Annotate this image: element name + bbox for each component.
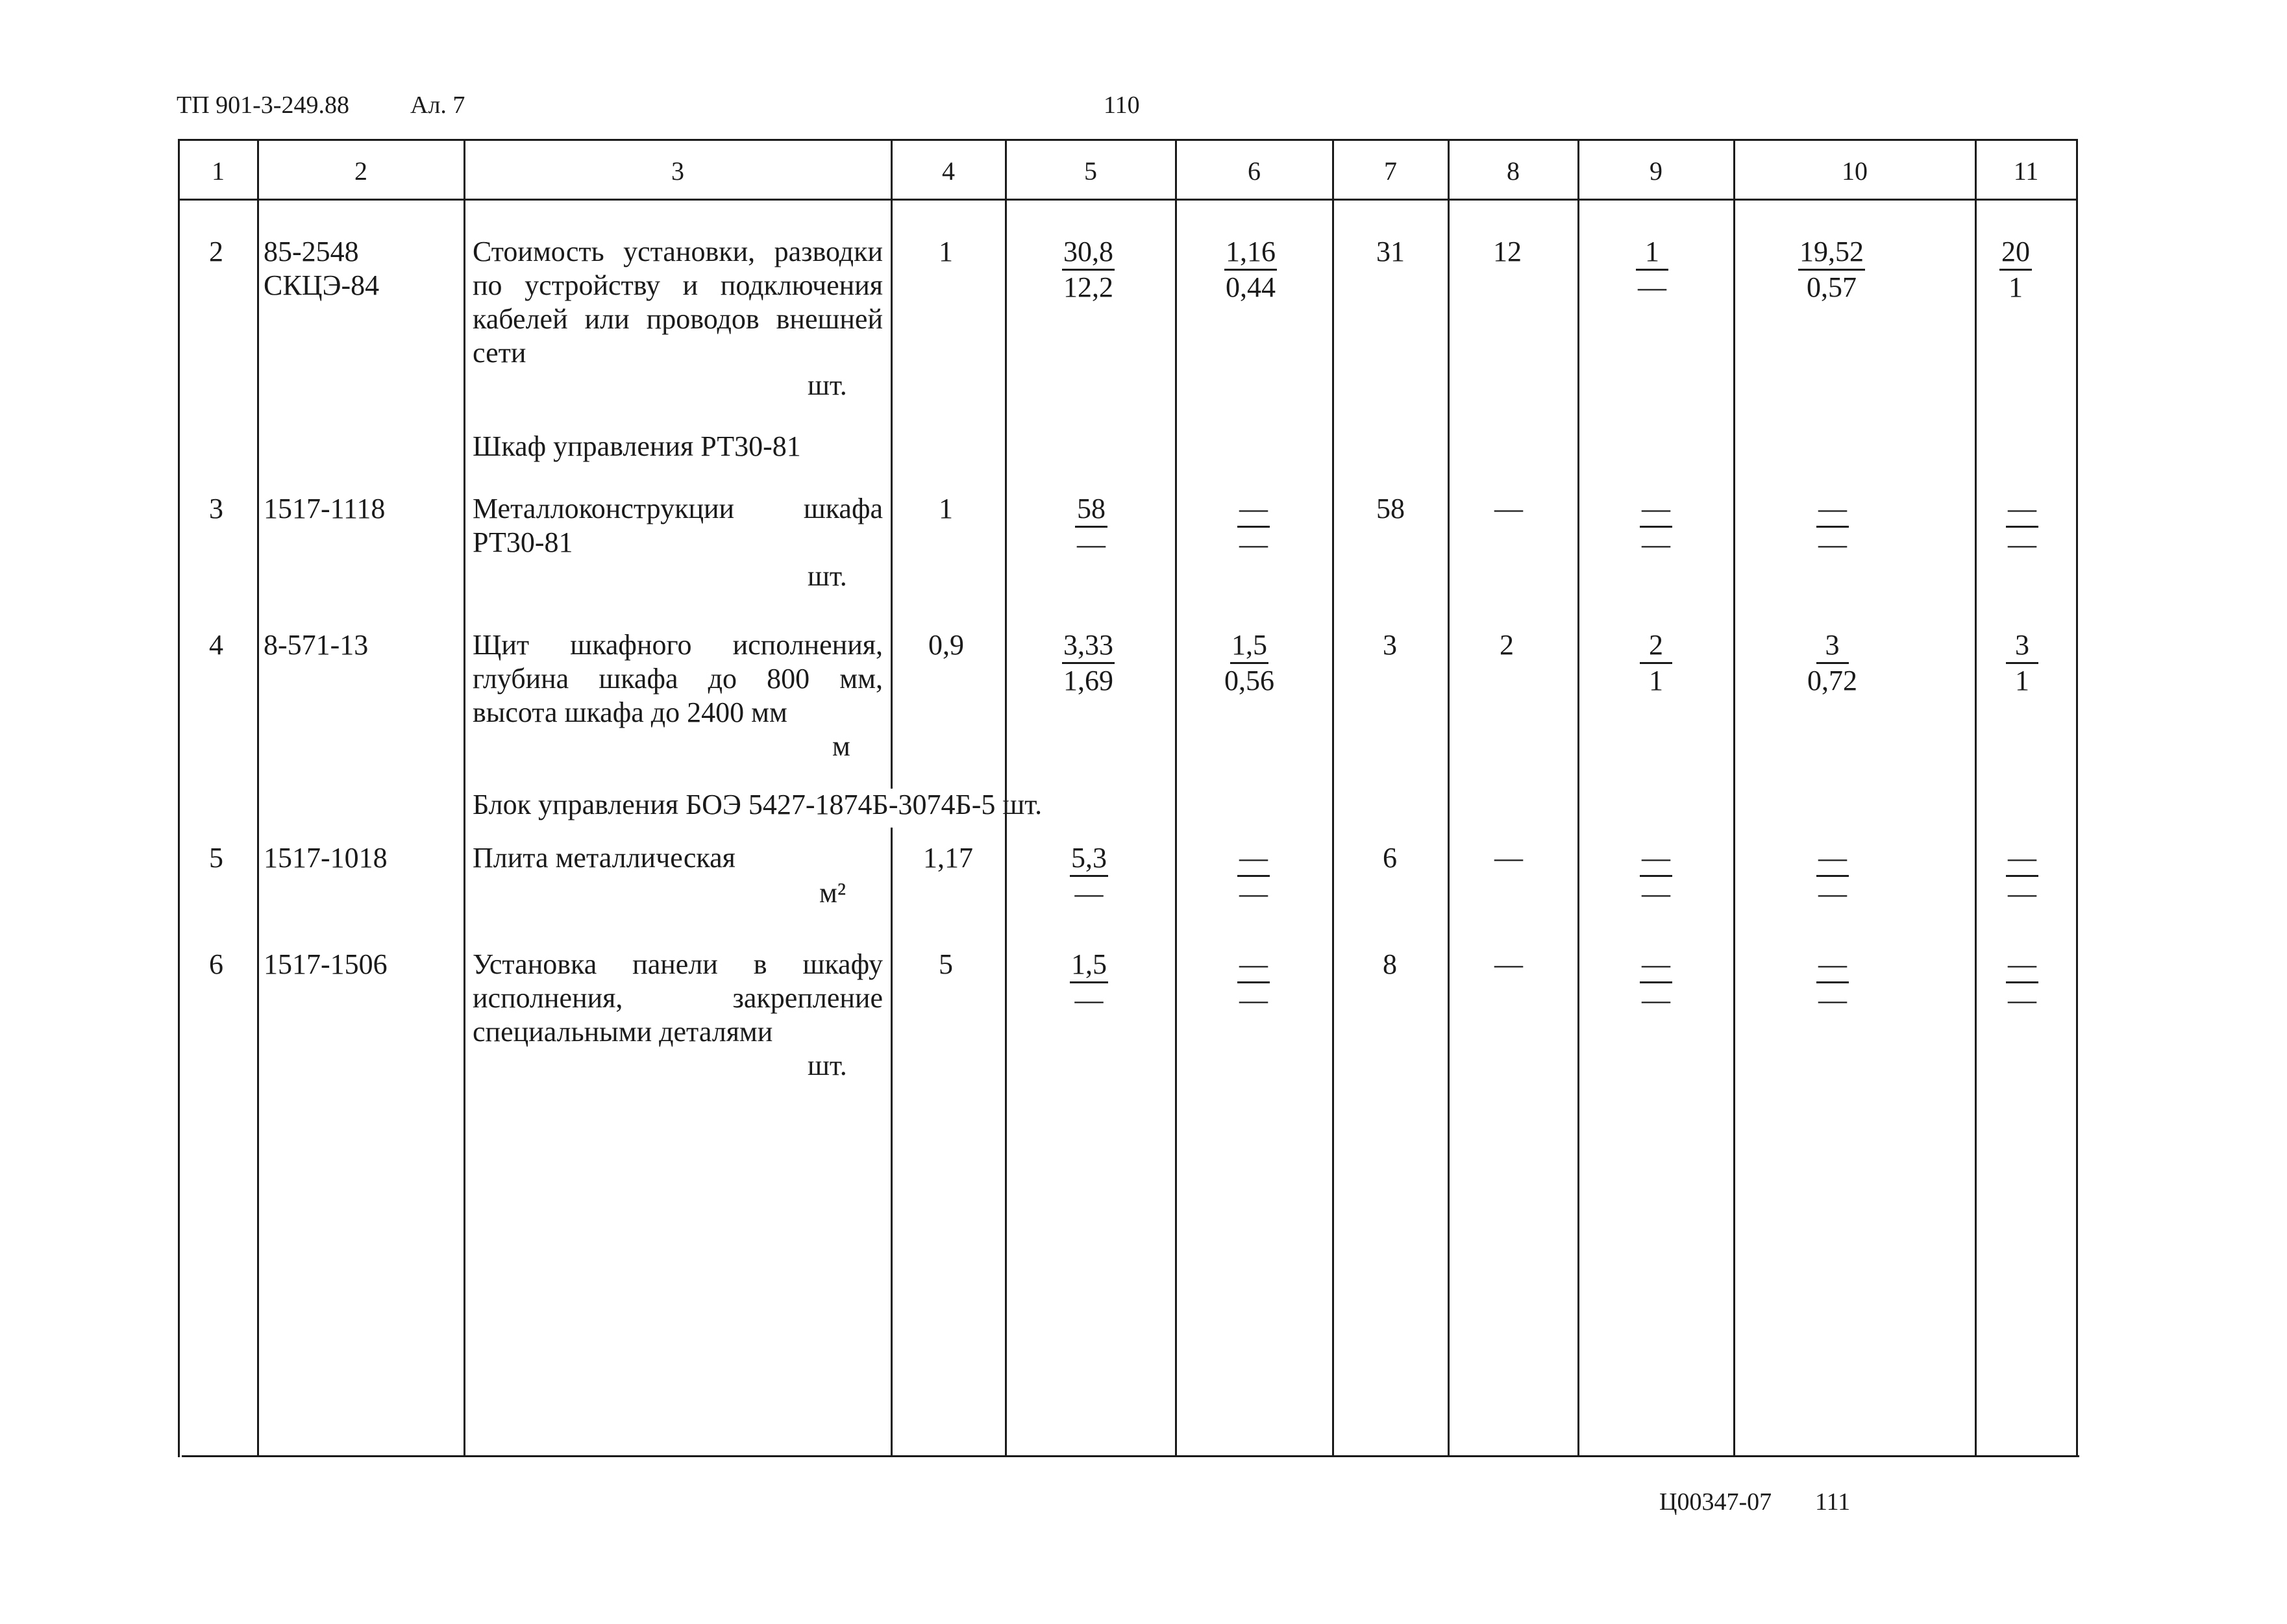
fraction-col5: [1062, 236, 1115, 303]
fraction-col9: [1636, 236, 1668, 303]
column-header-2: 2: [354, 156, 367, 186]
price-code-secondary: СКЦЭ-84: [264, 269, 380, 301]
section-heading: Шкаф управления РТ30-81: [473, 430, 801, 462]
fraction-col9: [1640, 949, 1672, 1016]
column-header-9: 9: [1650, 156, 1663, 186]
fraction-numerator: 20: [1999, 236, 2032, 271]
fraction-numerator: —: [1816, 843, 1849, 877]
fraction-col9: [1640, 493, 1672, 560]
fraction-numerator: 3,33: [1062, 630, 1115, 664]
fraction-col10: [1816, 843, 1849, 909]
fraction-denominator: —: [2008, 878, 2036, 909]
fraction-col11: [2006, 949, 2038, 1016]
page-number: 110: [1104, 92, 1140, 119]
fraction-denominator: 1,69: [1063, 665, 1113, 696]
fraction-denominator: 1: [1649, 665, 1663, 696]
section-heading: Блок управления БОЭ 5427-1874Б-3074Б-5 шт.: [473, 789, 1043, 820]
fraction-denominator: 1: [2009, 271, 2023, 303]
footer-code: Ц00347-07: [1659, 1488, 1772, 1516]
price-code: 85-2548: [264, 236, 359, 267]
col8-value: 2: [1500, 629, 1514, 661]
fraction-col6: [1237, 843, 1270, 909]
fraction-denominator: —: [1077, 528, 1106, 560]
work-description: Установка панели в шкафу исполнения, закрепление специальными деталями: [473, 948, 883, 1048]
col7-value: 58: [1376, 493, 1405, 524]
fraction-numerator: —: [1237, 493, 1270, 528]
row-number: 3: [209, 493, 223, 524]
row-number: 6: [209, 948, 223, 980]
col7-value: 31: [1376, 236, 1405, 267]
fraction-denominator: 12,2: [1063, 271, 1113, 303]
fraction-denominator: —: [1239, 528, 1268, 560]
fraction-col6: [1224, 236, 1277, 303]
fraction-numerator: —: [1237, 949, 1270, 983]
col8-value: —: [1494, 948, 1523, 980]
fraction-denominator: —: [1642, 528, 1670, 560]
fraction-numerator: 3: [2006, 630, 2038, 664]
column-header-4: 4: [942, 156, 955, 186]
fraction-denominator: 0,44: [1226, 271, 1276, 303]
fraction-denominator: —: [1642, 878, 1670, 909]
unit-of-measure: шт.: [808, 1050, 847, 1081]
fraction-numerator: 1,5: [1070, 949, 1108, 983]
fraction-col9: [1640, 843, 1672, 909]
fraction-numerator: —: [1640, 493, 1672, 528]
unit-of-measure: шт.: [808, 560, 847, 592]
fraction-denominator: 0,57: [1807, 271, 1857, 303]
fraction-denominator: —: [1239, 984, 1268, 1016]
column-header-6: 6: [1248, 156, 1261, 186]
fraction-col6: [1224, 630, 1274, 696]
fraction-denominator: 0,72: [1807, 665, 1857, 696]
row-number: 4: [209, 629, 223, 661]
quantity: 5: [939, 948, 953, 980]
work-description: Стоимость установки, разводки по устройству и подключения кабелей или проводов внешней сети: [473, 236, 883, 369]
unit-of-measure: шт.: [808, 369, 847, 401]
col7-value: 3: [1383, 629, 1397, 661]
fraction-col10: [1807, 630, 1857, 696]
fraction-numerator: 1,5: [1230, 630, 1268, 664]
fraction-denominator: —: [2008, 528, 2036, 560]
fraction-col9: [1640, 630, 1672, 696]
fraction-numerator: 5,3: [1070, 843, 1108, 877]
fraction-col10: [1816, 493, 1849, 560]
quantity: 1: [939, 236, 953, 267]
album-number: Ал. 7: [410, 92, 465, 119]
fraction-denominator: —: [2008, 984, 2036, 1016]
col7-value: 6: [1383, 842, 1397, 874]
fraction-numerator: 3: [1816, 630, 1849, 664]
price-code: 1517-1018: [264, 842, 388, 874]
fraction-numerator: —: [2006, 949, 2038, 983]
fraction-col6: [1237, 493, 1270, 560]
fraction-denominator: 0,56: [1224, 665, 1274, 696]
column-header-11: 11: [2013, 156, 2039, 186]
col8-value: 12: [1493, 236, 1522, 267]
col8-value: —: [1494, 493, 1523, 524]
fraction-denominator: —: [1642, 984, 1670, 1016]
fraction-numerator: —: [2006, 493, 2038, 528]
fraction-numerator: 2: [1640, 630, 1672, 664]
unit-of-measure: м²: [819, 877, 847, 909]
column-header-3: 3: [671, 156, 684, 186]
fraction-numerator: 30,8: [1062, 236, 1115, 271]
price-code: 1517-1506: [264, 948, 388, 980]
fraction-col5: [1070, 843, 1108, 909]
fraction-denominator: —: [1074, 878, 1104, 909]
fraction-numerator: 1,16: [1224, 236, 1277, 271]
column-header-7: 7: [1384, 156, 1397, 186]
price-code: 1517-1118: [264, 493, 386, 524]
col8-value: —: [1494, 842, 1523, 874]
fraction-col5: [1062, 630, 1115, 696]
work-description: Щит шкафного исполнения, глубина шкафа до 800 мм, высота шкафа до 2400 мм: [473, 629, 883, 728]
quantity: 1: [939, 493, 953, 524]
fraction-col5: [1075, 493, 1107, 560]
fraction-numerator: —: [1640, 949, 1672, 983]
fraction-col11: [2006, 843, 2038, 909]
price-code: 8-571-13: [264, 629, 369, 661]
quantity: 1,17: [923, 842, 973, 874]
unit-of-measure: м: [832, 730, 850, 762]
fraction-col5: [1070, 949, 1108, 1016]
fraction-denominator: —: [1818, 984, 1847, 1016]
col7-value: 8: [1383, 948, 1397, 980]
fraction-numerator: —: [1816, 493, 1849, 528]
column-header-5: 5: [1084, 156, 1097, 186]
row-number: 2: [209, 236, 223, 267]
fraction-numerator: —: [1237, 843, 1270, 877]
column-header-8: 8: [1507, 156, 1520, 186]
fraction-numerator: 1: [1636, 236, 1668, 271]
row-number: 5: [209, 842, 223, 874]
fraction-denominator: —: [1818, 878, 1847, 909]
fraction-col11: [2006, 630, 2038, 696]
fraction-col6: [1237, 949, 1270, 1016]
column-header-10: 10: [1842, 156, 1868, 186]
footer-page-number: 111: [1815, 1488, 1851, 1516]
fraction-denominator: —: [1074, 984, 1104, 1016]
fraction-numerator: —: [2006, 843, 2038, 877]
fraction-denominator: —: [1818, 528, 1847, 560]
fraction-denominator: —: [1638, 271, 1666, 303]
fraction-col11: [1999, 236, 2032, 303]
work-description: Металлоконструкции шкафа РТ30-81: [473, 493, 883, 558]
fraction-numerator: —: [1816, 949, 1849, 983]
fraction-numerator: —: [1640, 843, 1672, 877]
fraction-col11: [2006, 493, 2038, 560]
document-code: ТП 901-3-249.88: [177, 92, 349, 119]
fraction-denominator: 1: [2015, 665, 2029, 696]
fraction-denominator: —: [1239, 878, 1268, 909]
fraction-col10: [1798, 236, 1865, 303]
column-header-1: 1: [212, 156, 225, 186]
fraction-col10: [1816, 949, 1849, 1016]
work-description: Плита металлическая: [473, 842, 736, 874]
quantity: 0,9: [928, 629, 964, 661]
fraction-numerator: 19,52: [1798, 236, 1865, 271]
fraction-numerator: 58: [1075, 493, 1107, 528]
